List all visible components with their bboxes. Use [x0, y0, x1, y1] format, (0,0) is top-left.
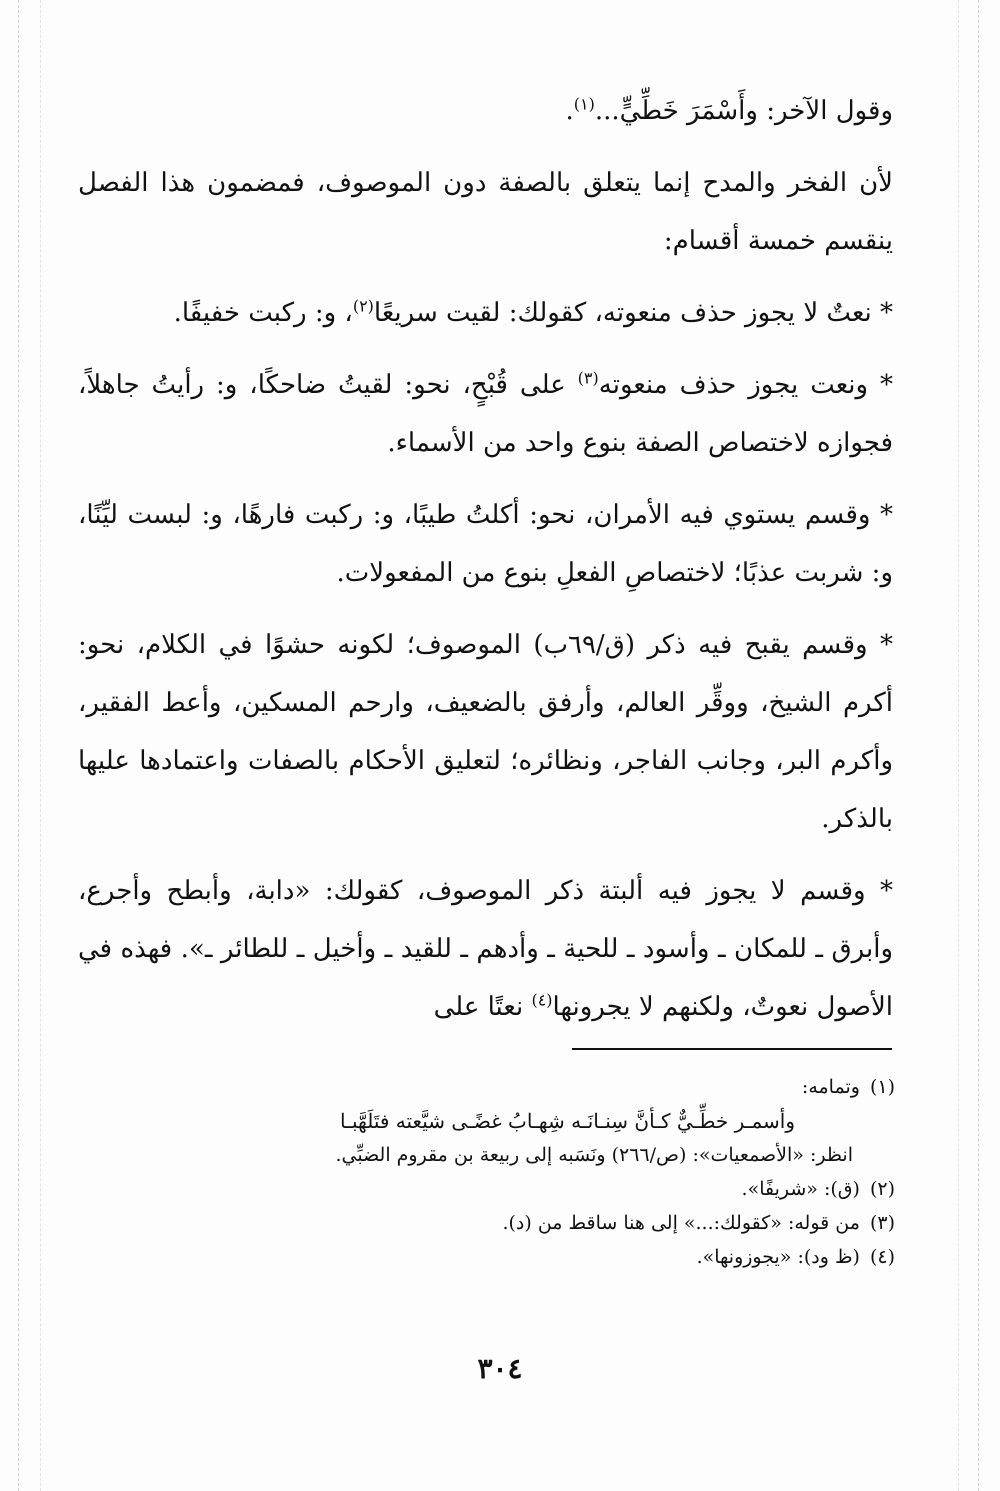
- footnote-ref[interactable]: (٤): [531, 990, 553, 1010]
- paragraph: * وقسم يقبح فيه ذكر (ق/٦٩ب) الموصوف؛ لكونه حشوًا في الكلام، نحو: أكرم الشيخ، ووقِّر العالم، وأرفق بالضعيف، وارحم المسكين، وأعط الفقير، وأكرم البر، وجانب الفاجر، ونظائره؛ لتعليق الأحكام بالصفات واعتمادها عليها بالذكر.: [78, 630, 894, 834]
- footnote-number: (٣): [869, 1212, 895, 1234]
- footnote-source: انظر: «الأصمعيات»: (ص/٢٦٦) ونَسَبه إلى ربيعة بن مقروم الضبِّي.: [335, 1144, 853, 1166]
- footnote-4: (٤)(ظ ود): «يجوزونها».: [90, 1240, 895, 1274]
- footnote-number: (١): [869, 1076, 895, 1098]
- scan-guide-line: [18, 0, 19, 1491]
- footnotes: [90, 1070, 895, 1274]
- paragraph: * وقسم يستوي فيه الأمران، نحو: أكلتُ طيبًا، و: ركبت فارهًا، و: لبست ليِّنًا، و: شربت عذبًا؛ لاختصاصِ الفعلِ بنوع من المفعولات.: [78, 500, 893, 588]
- footnote-verse: وأسمـر خطِّـيٌّ كـأنَّ سِنـانَـه شِهـابُ غضًـى شيَّعته فتَلَهَّبـا: [340, 1109, 795, 1133]
- paragraph: لأن الفخر والمدح إنما يتعلق بالصفة دون الموصوف، فمضمون هذا الفصل ينقسم خمسة أقسام:: [78, 168, 893, 256]
- footnote-number: (٢): [869, 1178, 895, 1200]
- footnote-ref[interactable]: (١): [573, 94, 595, 114]
- footnote-3: (٣)من قوله: «كقولك:...» إلى هنا ساقط من (د).: [90, 1206, 895, 1240]
- footnote-1: (١)وتمامه:: [90, 1070, 895, 1104]
- footnote-number: (٤): [869, 1246, 895, 1268]
- scan-guide-line: [978, 0, 979, 1491]
- main-text: [78, 82, 893, 1050]
- page-number: ٣٠٤: [477, 1352, 523, 1385]
- paragraph: وقول الآخر: وأَسْمَرَ خَطِّيٍّ...$^{(١)}$.: [565, 94, 893, 126]
- footnote-ref[interactable]: (٣): [577, 368, 599, 388]
- scan-guide-line: [40, 0, 41, 1491]
- paragraph: * ونعت يجوز حذف منعوته$^{(٣)}$ على قُبْحٍ، نحو: لقيتُ ضاحكًا، و: رأيتُ جاهلاً، فجوازه لاختصاص الصفة بنوع واحد من الأسماء.: [78, 368, 894, 458]
- scan-guide-line: [958, 0, 959, 1491]
- footnote-divider: [572, 1048, 892, 1050]
- footnote-ref[interactable]: (٢): [352, 296, 374, 316]
- footnote-2: (٢)(ق): «شريفًا».: [90, 1172, 895, 1206]
- paragraph: * وقسم لا يجوز فيه ألبتة ذكر الموصوف، كقولك: «دابة، وأبطح وأجرع، وأبرق ـ للمكان ـ وأسود ـ للحية ـ وأدهم ـ للقيد ـ وأخيل ـ للطائر ـ». فهذه في الأصول نعوتٌ، ولكنهم لا يجرونها$^{(٤)}$ نعتًا على: [78, 876, 893, 1022]
- paragraph: * نعتٌ لا يجوز حذف منعوته، كقولك: لقيت سريعًا$^{(٢)}$، و: ركبت خفيفًا.: [173, 296, 893, 328]
